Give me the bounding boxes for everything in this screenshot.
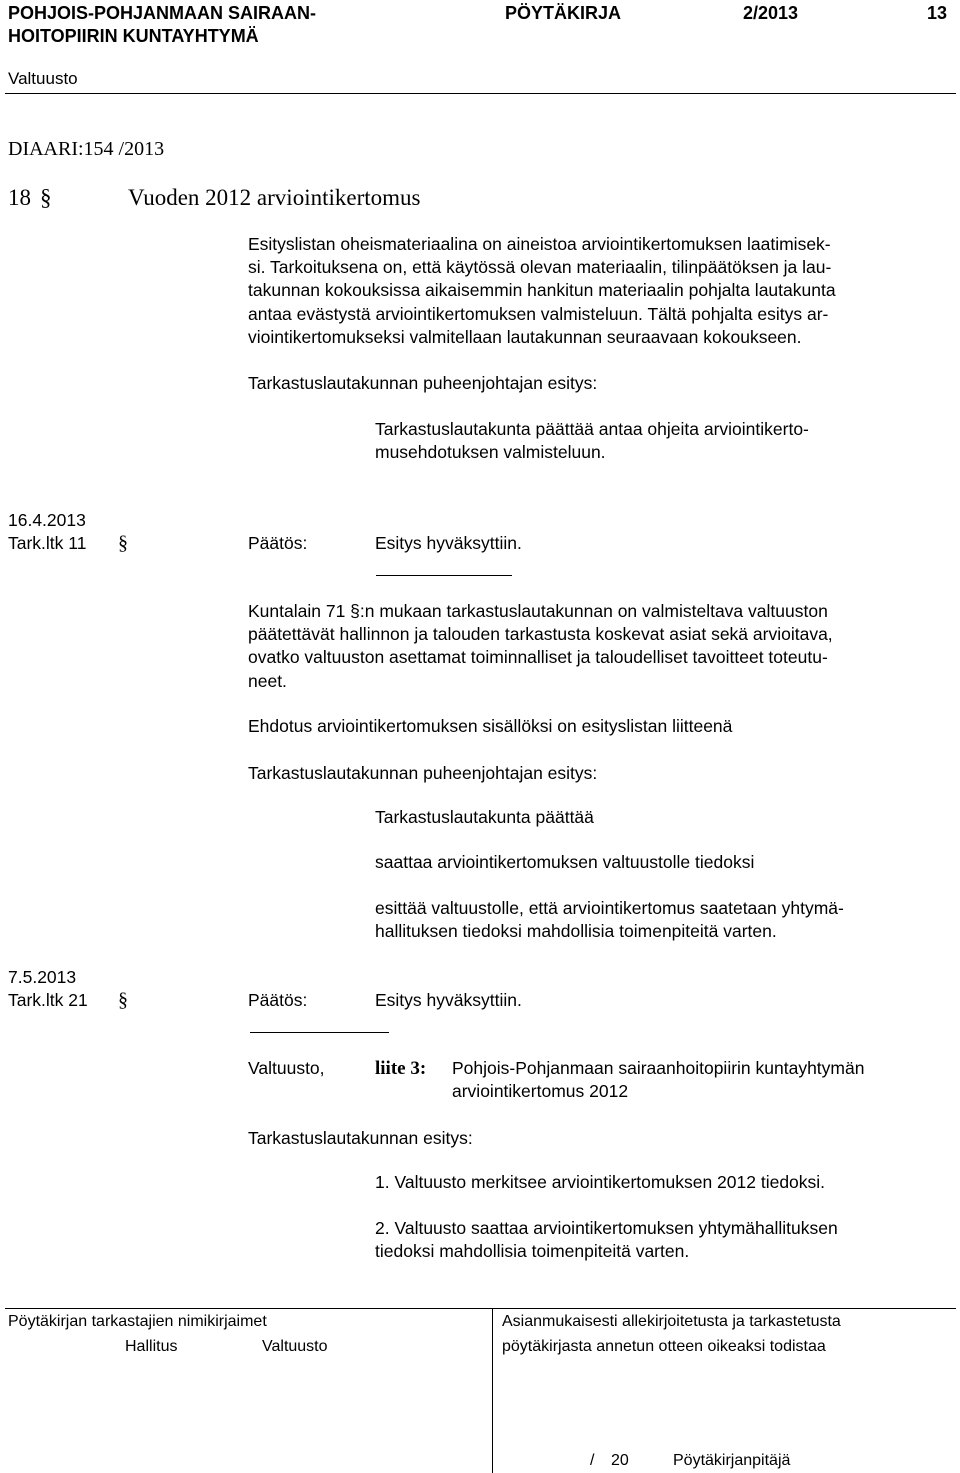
footer-initials-hallitus: Hallitus [125, 1338, 178, 1355]
section-sign: § [118, 989, 128, 1011]
footer-minutes-keeper: Pöytäkirjanpitäjä [673, 1452, 791, 1469]
attachment-title-line: arviointikertomus 2012 [452, 1081, 629, 1102]
intro-line: viointikertomukseksi valmitellaan lautakunnan seuraavaan kokoukseen. [248, 326, 802, 347]
footer-divider [5, 1308, 956, 1309]
law-line: Kuntalain 71 §:n mukaan tarkastuslautakunnan on valmisteltava valtuuston [248, 601, 828, 621]
decision2-body: Tark.ltk 21 [8, 990, 88, 1010]
intro-line: takunnan kokouksissa aikaisemmin hankitun materiaalin pohjalta lautakunta [248, 280, 836, 301]
decision1-rule [376, 575, 512, 576]
decision2-rule [250, 1032, 389, 1033]
intro-line: antaa evästystä arviointikertomuksen valmisteluun. Tältä pohjalta esitys ar- [248, 303, 829, 324]
proposal2-line3-part: hallituksen tiedoksi mahdollisia toimenpiteitä varten. [375, 921, 777, 942]
decision2-text: Esitys hyväksyttiin. [375, 990, 522, 1010]
section-sign: § [118, 532, 128, 554]
organization-name-line2: HOITOPIIRIN KUNTAYHTYMÄ [8, 26, 259, 46]
attachment-title-line: Pohjois-Pohjanmaan sairaanhoitopiirin kuntayhtymän [452, 1058, 865, 1078]
decision2-date: 7.5.2013 [8, 967, 77, 987]
proposal3-item2-line: 2. Valtuusto saattaa arviointikertomuksen yhtymähallituksen [375, 1218, 838, 1238]
decision1-label: Päätös: [248, 533, 308, 553]
proposal3-heading: Tarkastuslautakunnan esitys: [248, 1128, 473, 1148]
law-paragraph [248, 600, 833, 693]
decision1-text: Esitys hyväksyttiin. [375, 533, 522, 553]
page-number: 13 [927, 3, 948, 23]
proposal2-heading: Tarkastuslautakunnan puheenjohtajan esitys: [248, 763, 598, 783]
attachment-recipient: Valtuusto, [248, 1058, 325, 1078]
footer-inspectors-title: Pöytäkirjan tarkastajien nimikirjaimet [8, 1313, 267, 1330]
body-name: Valtuusto [8, 69, 78, 88]
footer-initials-valtuusto: Valtuusto [262, 1338, 328, 1355]
document-number: 2/2013 [743, 3, 799, 23]
proposal2-line3 [375, 897, 844, 943]
diaari-number: DIAARI:154 /2013 [8, 138, 165, 160]
law-line: ovatko valtuuston asettamat toiminnalliset ja taloudelliset tavoitteet toteutu- [248, 647, 828, 668]
attachment-label: liite 3: [375, 1058, 427, 1079]
proposal2-line3-part: esittää valtuustolle, että arviointikertomus saatetaan yhtymä- [375, 898, 844, 918]
proposal1-heading: Tarkastuslautakunnan puheenjohtajan esitys: [248, 373, 598, 393]
proposal3-item2 [375, 1217, 838, 1263]
organization-name-line1: POHJOIS-POHJANMAAN SAIRAAN- [8, 3, 317, 23]
proposal3-item1: 1. Valtuusto merkitsee arviointikertomuksen 2012 tiedoksi. [375, 1172, 826, 1192]
footer-certification-line2: pöytäkirjasta annetun otteen oikeaksi todistaa [502, 1338, 826, 1355]
proposal3-item2-line: tiedoksi mahdollisia toimenpiteitä varten. [375, 1241, 690, 1262]
item-number: 18 [8, 185, 31, 210]
law-line: päätettävät hallinnon ja talouden tarkastusta koskevat asiat sekä arvioitava, [248, 624, 833, 645]
decision2-label: Päätös: [248, 990, 308, 1010]
intro-line: Esityslistan oheismateriaalina on aineistoa arviointikertomuksen laatimisek- [248, 234, 831, 254]
footer-certification-line1: Asianmukaisesti allekirjoitetusta ja tarkastetusta [502, 1313, 841, 1330]
attachment-title [452, 1057, 864, 1103]
proposal1-line: musehdotuksen valmisteluun. [375, 442, 606, 463]
footer-date-slash: / [590, 1452, 595, 1469]
footer-date-year: 20 [611, 1452, 629, 1469]
law-line: neet. [248, 670, 287, 691]
proposal1-line: Tarkastuslautakunta päättää antaa ohjeita arviointikerto- [375, 419, 809, 439]
section-sign: § [40, 185, 52, 210]
document-type: PÖYTÄKIRJA [505, 3, 622, 23]
decision1-date: 16.4.2013 [8, 510, 86, 530]
footer-column-divider [492, 1308, 493, 1473]
proposal2-line1: Tarkastuslautakunta päättää [375, 807, 594, 827]
proposal2-line2: saattaa arviointikertomuksen valtuustolle tiedoksi [375, 852, 755, 872]
item-title: Vuoden 2012 arviointikertomus [128, 185, 421, 210]
intro-line: si. Tarkoituksena on, että käytössä olevan materiaalin, tilinpäätöksen ja lau- [248, 257, 832, 278]
attachment-note: Ehdotus arviointikertomuksen sisällöksi on esityslistan liitteenä [248, 716, 733, 736]
intro-paragraph [248, 233, 836, 349]
proposal1-text [375, 418, 809, 464]
decision1-body: Tark.ltk 11 [8, 533, 87, 553]
header-divider [5, 93, 956, 94]
